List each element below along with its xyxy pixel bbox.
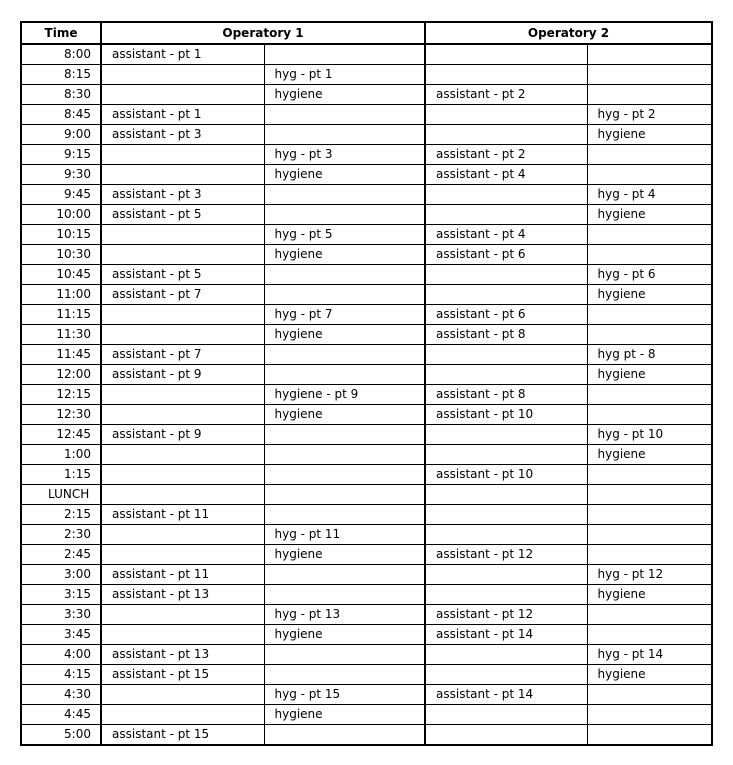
op2-hygiene-cell	[587, 545, 712, 565]
op2-hygiene-cell	[587, 325, 712, 345]
op1-hygiene-cell: hygiene	[264, 405, 425, 425]
time-cell: 11:15	[21, 305, 101, 325]
time-cell: 1:15	[21, 465, 101, 485]
op1-assistant-cell	[101, 485, 264, 505]
time-cell: 10:00	[21, 205, 101, 225]
op2-assistant-cell	[425, 205, 587, 225]
op2-hygiene-cell: hyg - pt 12	[587, 565, 712, 585]
time-cell: 9:00	[21, 125, 101, 145]
op2-assistant-cell	[425, 565, 587, 585]
op1-assistant-cell: assistant - pt 13	[101, 585, 264, 605]
op2-assistant-cell: assistant - pt 6	[425, 245, 587, 265]
op2-hygiene-cell	[587, 145, 712, 165]
op2-hygiene-cell: hyg - pt 4	[587, 185, 712, 205]
op2-hygiene-cell	[587, 65, 712, 85]
op2-assistant-cell: assistant - pt 2	[425, 145, 587, 165]
table-row	[21, 205, 712, 225]
table-row	[21, 225, 712, 245]
time-cell: 8:15	[21, 65, 101, 85]
op1-assistant-cell	[101, 625, 264, 645]
table-row	[21, 44, 712, 65]
op1-hygiene-cell: hyg - pt 11	[264, 525, 425, 545]
time-cell: 12:00	[21, 365, 101, 385]
op1-hygiene-cell	[264, 565, 425, 585]
op1-assistant-cell: assistant - pt 1	[101, 44, 264, 65]
op1-hygiene-cell	[264, 205, 425, 225]
op1-hygiene-cell	[264, 465, 425, 485]
op1-hygiene-cell	[264, 505, 425, 525]
table-row	[21, 605, 712, 625]
table-row	[21, 585, 712, 605]
time-cell: 10:30	[21, 245, 101, 265]
time-cell: 9:30	[21, 165, 101, 185]
op1-assistant-cell	[101, 385, 264, 405]
op2-assistant-cell	[425, 705, 587, 725]
op2-hygiene-cell	[587, 465, 712, 485]
op1-assistant-cell	[101, 685, 264, 705]
table-row	[21, 665, 712, 685]
op2-assistant-cell: assistant - pt 12	[425, 605, 587, 625]
op1-assistant-cell: assistant - pt 7	[101, 345, 264, 365]
op1-assistant-cell	[101, 465, 264, 485]
op1-hygiene-cell: hygiene - pt 9	[264, 385, 425, 405]
table-row	[21, 285, 712, 305]
header-operatory-2: Operatory 2	[425, 22, 712, 44]
op1-assistant-cell: assistant - pt 3	[101, 125, 264, 145]
op1-hygiene-cell	[264, 345, 425, 365]
table-row	[21, 305, 712, 325]
op2-hygiene-cell: hygiene	[587, 445, 712, 465]
table-row	[21, 145, 712, 165]
op2-hygiene-cell	[587, 44, 712, 65]
op2-hygiene-cell	[587, 605, 712, 625]
op1-assistant-cell	[101, 445, 264, 465]
op1-hygiene-cell	[264, 485, 425, 505]
table-row	[21, 705, 712, 725]
table-row	[21, 565, 712, 585]
op1-assistant-cell	[101, 325, 264, 345]
table-row	[21, 685, 712, 705]
header-time: Time	[21, 22, 101, 44]
op2-assistant-cell	[425, 505, 587, 525]
time-cell: 4:30	[21, 685, 101, 705]
op2-assistant-cell	[425, 485, 587, 505]
op2-assistant-cell: assistant - pt 14	[425, 625, 587, 645]
table-row	[21, 165, 712, 185]
op2-assistant-cell	[425, 65, 587, 85]
op2-assistant-cell	[425, 285, 587, 305]
table-row	[21, 265, 712, 285]
op1-hygiene-cell: hyg - pt 5	[264, 225, 425, 245]
op1-hygiene-cell: hyg - pt 3	[264, 145, 425, 165]
op1-hygiene-cell	[264, 105, 425, 125]
op2-hygiene-cell: hyg pt - 8	[587, 345, 712, 365]
time-cell: 4:45	[21, 705, 101, 725]
op2-assistant-cell: assistant - pt 10	[425, 465, 587, 485]
op1-assistant-cell: assistant - pt 11	[101, 505, 264, 525]
table-row	[21, 625, 712, 645]
time-cell: 11:45	[21, 345, 101, 365]
op1-hygiene-cell: hyg - pt 15	[264, 685, 425, 705]
op2-hygiene-cell	[587, 485, 712, 505]
op1-assistant-cell	[101, 605, 264, 625]
time-cell: 3:30	[21, 605, 101, 625]
op2-assistant-cell	[425, 585, 587, 605]
op2-assistant-cell	[425, 645, 587, 665]
table-row	[21, 545, 712, 565]
time-cell: 8:45	[21, 105, 101, 125]
op1-hygiene-cell: hyg - pt 7	[264, 305, 425, 325]
op1-hygiene-cell	[264, 365, 425, 385]
op2-hygiene-cell: hygiene	[587, 125, 712, 145]
time-cell: 2:30	[21, 525, 101, 545]
schedule-table	[20, 21, 713, 746]
op1-assistant-cell: assistant - pt 5	[101, 205, 264, 225]
time-cell: 10:15	[21, 225, 101, 245]
op1-assistant-cell: assistant - pt 7	[101, 285, 264, 305]
op2-hygiene-cell: hyg - pt 2	[587, 105, 712, 125]
table-row	[21, 425, 712, 445]
op1-assistant-cell	[101, 305, 264, 325]
table-row	[21, 65, 712, 85]
table-row	[21, 245, 712, 265]
time-cell: 1:00	[21, 445, 101, 465]
table-row	[21, 405, 712, 425]
op2-assistant-cell	[425, 525, 587, 545]
op1-assistant-cell	[101, 705, 264, 725]
table-row	[21, 485, 712, 505]
time-cell: 2:45	[21, 545, 101, 565]
op2-assistant-cell: assistant - pt 4	[425, 165, 587, 185]
op1-hygiene-cell	[264, 425, 425, 445]
op1-hygiene-cell	[264, 725, 425, 746]
op1-hygiene-cell	[264, 185, 425, 205]
op2-assistant-cell	[425, 105, 587, 125]
op2-assistant-cell: assistant - pt 2	[425, 85, 587, 105]
op2-hygiene-cell	[587, 225, 712, 245]
time-cell: 11:00	[21, 285, 101, 305]
op2-hygiene-cell	[587, 305, 712, 325]
table-row	[21, 645, 712, 665]
op1-hygiene-cell: hygiene	[264, 545, 425, 565]
op2-assistant-cell	[425, 725, 587, 746]
time-cell: 4:00	[21, 645, 101, 665]
op2-hygiene-cell	[587, 725, 712, 746]
op1-assistant-cell	[101, 545, 264, 565]
op2-hygiene-cell	[587, 405, 712, 425]
op2-assistant-cell: assistant - pt 10	[425, 405, 587, 425]
header-row	[21, 22, 712, 44]
op2-hygiene-cell: hygiene	[587, 665, 712, 685]
op2-assistant-cell: assistant - pt 6	[425, 305, 587, 325]
op2-assistant-cell	[425, 425, 587, 445]
schedule-body	[21, 44, 712, 745]
op1-assistant-cell: assistant - pt 9	[101, 365, 264, 385]
time-cell: 8:00	[21, 44, 101, 65]
op2-assistant-cell: assistant - pt 14	[425, 685, 587, 705]
op1-assistant-cell	[101, 245, 264, 265]
op2-hygiene-cell	[587, 245, 712, 265]
op2-assistant-cell	[425, 665, 587, 685]
table-row	[21, 445, 712, 465]
op2-assistant-cell: assistant - pt 12	[425, 545, 587, 565]
op1-assistant-cell	[101, 405, 264, 425]
time-cell: 2:15	[21, 505, 101, 525]
op1-hygiene-cell: hygiene	[264, 325, 425, 345]
table-row	[21, 385, 712, 405]
table-row	[21, 365, 712, 385]
op1-assistant-cell: assistant - pt 15	[101, 725, 264, 746]
op2-hygiene-cell: hyg - pt 14	[587, 645, 712, 665]
op2-assistant-cell: assistant - pt 8	[425, 325, 587, 345]
header-operatory-1: Operatory 1	[101, 22, 425, 44]
op2-assistant-cell	[425, 265, 587, 285]
op2-hygiene-cell: hygiene	[587, 285, 712, 305]
time-cell: 3:15	[21, 585, 101, 605]
op1-hygiene-cell: hygiene	[264, 165, 425, 185]
op2-assistant-cell	[425, 125, 587, 145]
op1-hygiene-cell	[264, 125, 425, 145]
op2-assistant-cell	[425, 185, 587, 205]
op2-hygiene-cell	[587, 685, 712, 705]
op1-hygiene-cell	[264, 585, 425, 605]
op1-hygiene-cell	[264, 645, 425, 665]
op2-assistant-cell: assistant - pt 4	[425, 225, 587, 245]
op1-assistant-cell: assistant - pt 1	[101, 105, 264, 125]
op2-hygiene-cell	[587, 165, 712, 185]
op2-hygiene-cell	[587, 85, 712, 105]
op1-assistant-cell	[101, 85, 264, 105]
op1-assistant-cell: assistant - pt 15	[101, 665, 264, 685]
op1-assistant-cell: assistant - pt 5	[101, 265, 264, 285]
time-cell: 8:30	[21, 85, 101, 105]
time-cell: 9:45	[21, 185, 101, 205]
op2-hygiene-cell	[587, 625, 712, 645]
op1-hygiene-cell	[264, 44, 425, 65]
table-row	[21, 125, 712, 145]
table-row	[21, 325, 712, 345]
op1-hygiene-cell: hyg - pt 13	[264, 605, 425, 625]
table-row	[21, 525, 712, 545]
table-row	[21, 345, 712, 365]
table-row	[21, 465, 712, 485]
op1-hygiene-cell	[264, 285, 425, 305]
time-cell: 9:15	[21, 145, 101, 165]
time-cell: 5:00	[21, 725, 101, 746]
time-cell: 11:30	[21, 325, 101, 345]
op2-assistant-cell	[425, 445, 587, 465]
op1-assistant-cell	[101, 225, 264, 245]
op1-hygiene-cell: hygiene	[264, 245, 425, 265]
op2-hygiene-cell	[587, 505, 712, 525]
op2-assistant-cell: assistant - pt 8	[425, 385, 587, 405]
time-cell: 3:00	[21, 565, 101, 585]
op1-assistant-cell: assistant - pt 9	[101, 425, 264, 445]
table-row	[21, 185, 712, 205]
op2-hygiene-cell: hygiene	[587, 205, 712, 225]
op1-hygiene-cell: hygiene	[264, 85, 425, 105]
op2-hygiene-cell	[587, 385, 712, 405]
time-cell: 12:45	[21, 425, 101, 445]
table-row	[21, 505, 712, 525]
op2-assistant-cell	[425, 365, 587, 385]
op1-hygiene-cell	[264, 665, 425, 685]
time-cell: 12:30	[21, 405, 101, 425]
op1-hygiene-cell: hygiene	[264, 625, 425, 645]
time-cell: 12:15	[21, 385, 101, 405]
op1-assistant-cell: assistant - pt 11	[101, 565, 264, 585]
op1-assistant-cell: assistant - pt 13	[101, 645, 264, 665]
op2-hygiene-cell	[587, 705, 712, 725]
table-row	[21, 85, 712, 105]
op1-assistant-cell	[101, 65, 264, 85]
op1-hygiene-cell	[264, 445, 425, 465]
op1-assistant-cell: assistant - pt 3	[101, 185, 264, 205]
time-cell: 10:45	[21, 265, 101, 285]
op2-hygiene-cell: hygiene	[587, 585, 712, 605]
time-cell: LUNCH	[21, 485, 101, 505]
op2-hygiene-cell: hyg - pt 10	[587, 425, 712, 445]
op1-hygiene-cell	[264, 265, 425, 285]
op2-assistant-cell	[425, 44, 587, 65]
time-cell: 3:45	[21, 625, 101, 645]
op2-hygiene-cell: hyg - pt 6	[587, 265, 712, 285]
op1-hygiene-cell: hyg - pt 1	[264, 65, 425, 85]
op2-hygiene-cell: hygiene	[587, 365, 712, 385]
op1-assistant-cell	[101, 165, 264, 185]
op1-hygiene-cell: hygiene	[264, 705, 425, 725]
table-row	[21, 725, 712, 746]
op2-hygiene-cell	[587, 525, 712, 545]
table-row	[21, 105, 712, 125]
time-cell: 4:15	[21, 665, 101, 685]
op2-assistant-cell	[425, 345, 587, 365]
op1-assistant-cell	[101, 525, 264, 545]
op1-assistant-cell	[101, 145, 264, 165]
